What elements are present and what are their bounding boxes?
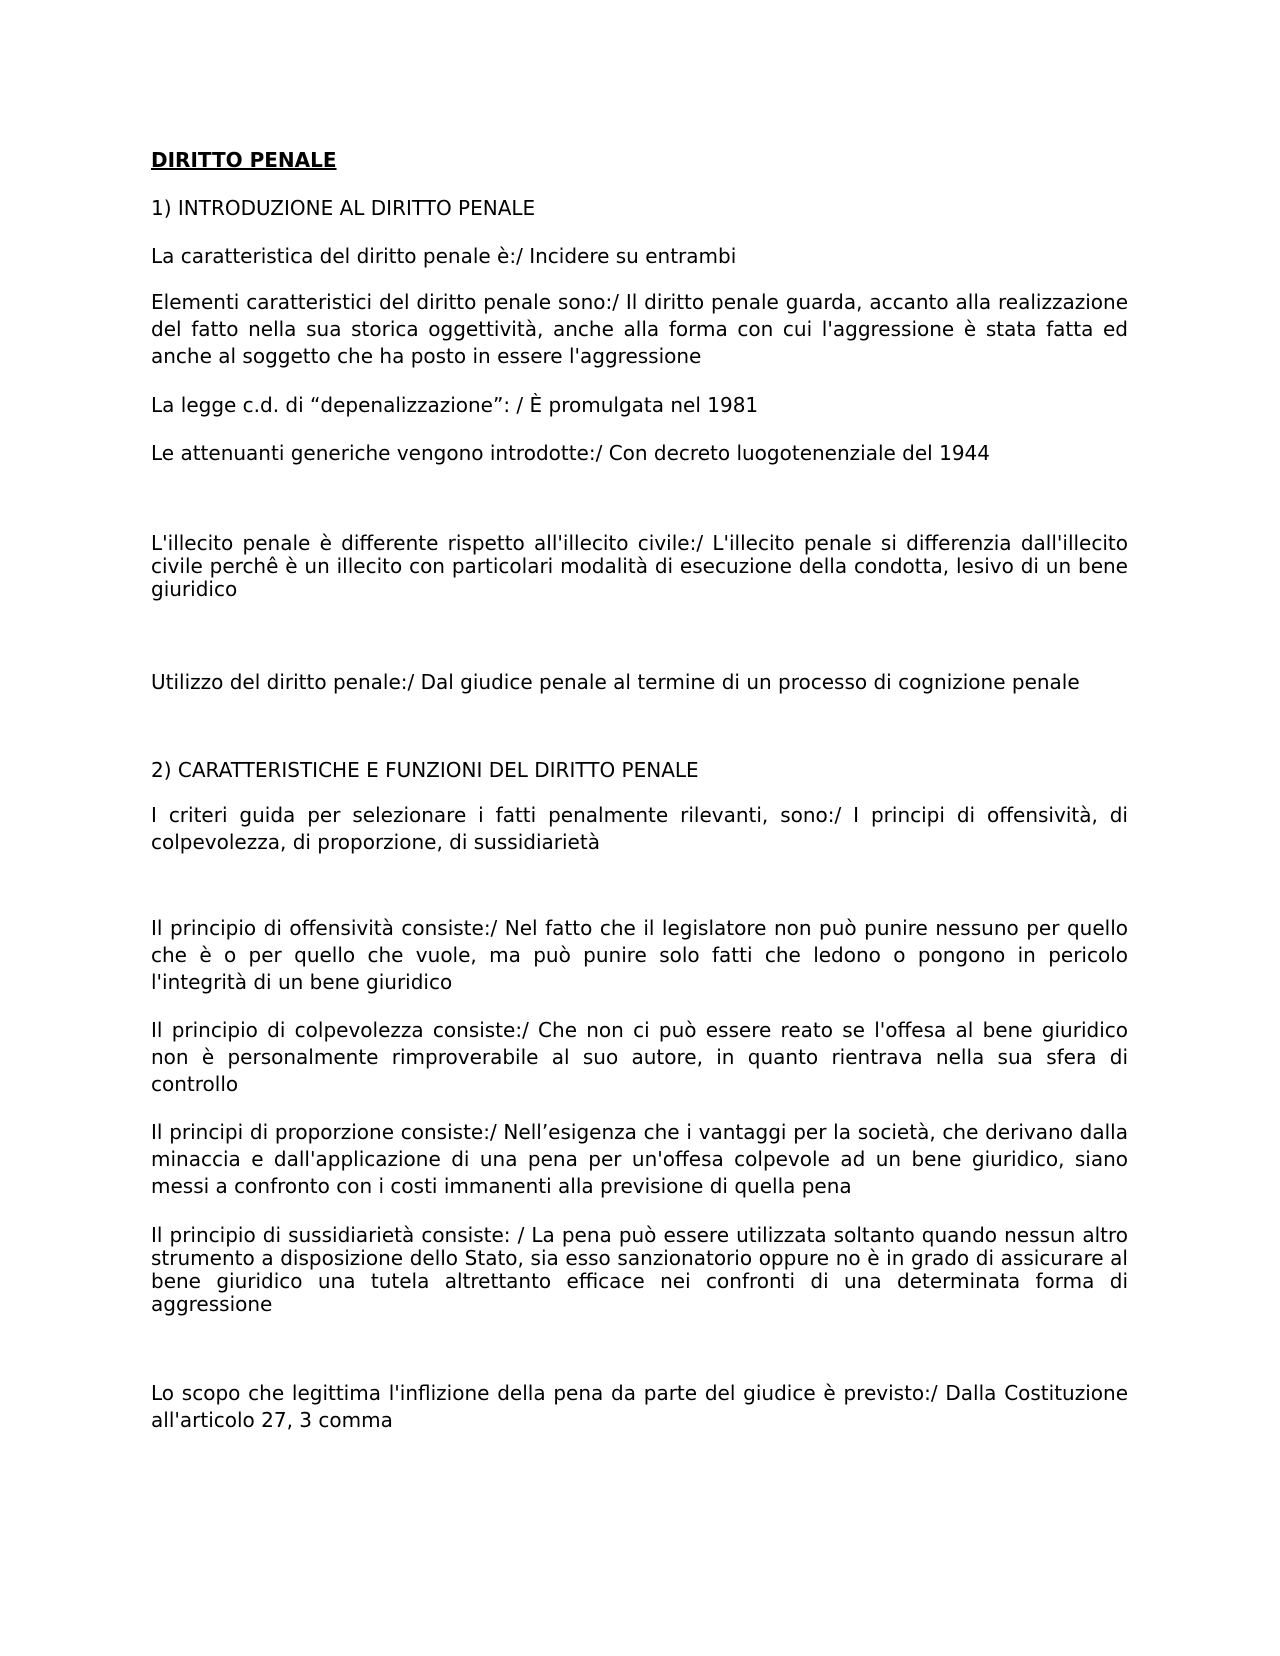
paragraph-elements: Elementi caratteristici del diritto penale sono:/ Il diritto penale guarda, accanto alla realizzazione del fatto nella sua storica oggettività, anche alla forma con cui l'aggressione è stata fatta ed anche al soggetto che ha posto in essere l'aggressione (151, 290, 1128, 368)
section-2-heading: 2) CARATTERISTICHE E FUNZIONI DEL DIRITTO PENALE (151, 758, 699, 782)
paragraph-depenalization: La legge c.d. di “depenalizzazione”: / È promulgata nel 1981 (151, 393, 759, 417)
section-1-heading: 1) INTRODUZIONE AL DIRITTO PENALE (151, 196, 536, 220)
paragraph-purpose-of-punishment: Lo scopo che legittima l'inflizione della pena da parte del giudice è previsto:/ Dalla Costituzione all'articolo 27, 3 comma (151, 1381, 1128, 1432)
paragraph-guiding-criteria: I criteri guida per selezionare i fatti penalmente rilevanti, sono:/ I principi di offensività, di colpevolezza, di proporzione, di sussidiarietà (151, 803, 1128, 854)
paragraph-use-of-criminal-law: Utilizzo del diritto penale:/ Dal giudice penale al termine di un processo di cognizione penale (151, 670, 1080, 694)
paragraph-subsidiarity: Il principio di sussidiarietà consiste: / La pena può essere utilizzata soltanto quando nessun altro strumento a disposizione dello Stato, sia esso sanzionatorio oppure no è in grado di assicurare al bene giuridico una tutela altrettanto efficace nei confronti di una determinata forma di aggressione (151, 1223, 1128, 1316)
paragraph-mitigating-factors: Le attenuanti generiche vengono introdotte:/ Con decreto luogotenenziale del 1944 (151, 441, 990, 465)
paragraph-criminal-vs-civil: L'illecito penale è differente rispetto all'illecito civile:/ L'illecito penale si differenzia dall'illecito civile perchê è un illecito con particolari modalità di esecuzione della condotta, lesivo di un bene giuridico (151, 531, 1128, 601)
paragraph-offensiveness: Il principio di offensività consiste:/ Nel fatto che il legislatore non può punire nessuno per quello che è o per quello che vuole, ma può punire solo fatti che ledono o pongono in pericolo l'integrità di un bene giuridico (151, 916, 1128, 994)
document-title: DIRITTO PENALE (151, 148, 337, 172)
paragraph-culpability: Il principio di colpevolezza consiste:/ Che non ci può essere reato se l'offesa al bene giuridico non è personalmente rimproverabile al suo autore, in quanto rientrava nella sua sfera di controllo (151, 1018, 1128, 1096)
paragraph-characteristic: La caratteristica del diritto penale è:/ Incidere su entrambi (151, 244, 737, 268)
paragraph-proportionality: Il principi di proporzione consiste:/ Nell’esigenza che i vantaggi per la società, che derivano dalla minaccia e dall'applicazione di una pena per un'offesa colpevole ad un bene giuridico, siano messi a confronto con i costi immanenti alla previsione di quella pena (151, 1120, 1128, 1198)
